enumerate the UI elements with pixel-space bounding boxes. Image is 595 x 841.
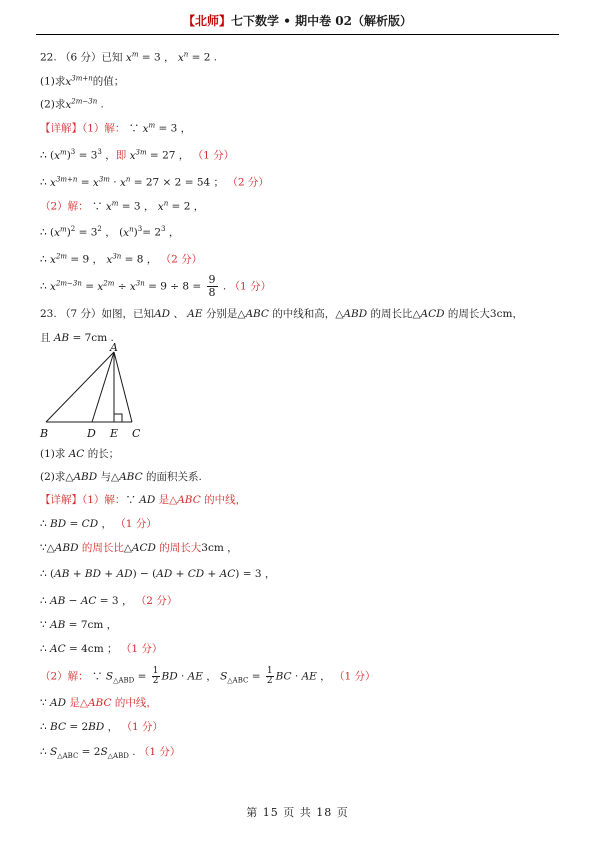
header-tag: 【北师】: [183, 14, 232, 28]
q23-step-3: ∴ (AB + BD + AD) − (AD + CD + AC) = 3 ，: [40, 568, 276, 580]
q23-step-4: ∴ AB − AC = 3 ， （2 分）: [40, 595, 178, 607]
right-angle-mark: [114, 414, 122, 422]
label-e: E: [110, 427, 119, 440]
q23-step-5: ∵ AB = 7cm ，: [40, 619, 118, 631]
q23-sub1: (1)求 AC 的长；: [40, 448, 120, 460]
q22-sub2: (2)求$x^{2m-3n}$ .: [40, 97, 104, 111]
triangle-figure: [36, 342, 156, 442]
q23-stem-1: 23. （7 分）如图，已知AD 、 AE 分别是△ABC 的中线和高，△ABD 的周长比△ACD 的周长大3cm，: [40, 308, 523, 320]
detail-tag: 【详解】: [40, 122, 82, 135]
q23-step-9: ∴ $S_{\triangle ABC} = 2S_{\triangle ABD}$ . （1 分）: [40, 746, 181, 761]
q22-step-1: ∴ $(x^m)^3 = 3^3$ ，即 $x^{3m} = 27$ ， （1 分）: [40, 148, 235, 162]
label-b: B: [40, 427, 49, 440]
median-ad: [92, 352, 114, 422]
q22-part2: （2）解： ∵ $x^m = 3$ ， $x^n = 2$ ，: [40, 199, 205, 213]
q23-stem-2: 且 AB = 7cm .: [40, 332, 114, 344]
q23-step-1: ∴ BD = CD ， （1 分）: [40, 518, 157, 530]
page-footer: 第 15 页 共 18 页: [246, 806, 349, 819]
q23-sub2: (2)求△ABD 与△ABC 的面积关系.: [40, 471, 202, 483]
header-title: 七下数学 • 期中卷 02（解析版）: [231, 14, 412, 28]
page-header: [36, 12, 559, 35]
q22-step-5: ∴ $x^{2m-3n} = x^{2m} \div x^{3n} = 9 \div 8$ = $\frac{9}{8}$ . （1 分）: [40, 273, 272, 299]
q23-detail-1: 【详解】（1）解：∵ AD 是△ABC 的中线，: [40, 494, 247, 506]
q22-step-3: ∴ $(x^m)^2 = 3^2$ ， $(x^n)^3= 2^3$ ，: [40, 225, 180, 239]
q22-sub1: (1)求$x^{3m+n}$的值；: [40, 74, 125, 88]
side-ac: [114, 352, 132, 422]
q22-step-4: ∴ $x^{2m} = 9$ ， $x^{3n} = 8$ ， （2 分）: [40, 252, 203, 266]
label-d: D: [87, 427, 96, 440]
q22-step-2: ∴ $x^{3m+n} = x^{3m} \cdot x^n = 27 \times 2 = 54$ ； （2 分）: [40, 175, 269, 189]
q23-part2: （2）解： ∵ $S_{\triangle ABD}$ = $\frac{1}{2}$ BD · AE ， $S_{\triangle ABC}$ = $\frac{1}{2}$ BC · AE ， （1 分）: [40, 666, 376, 686]
q23-step-8: ∴ BC = 2BD ， （1 分）: [40, 721, 163, 733]
q22-stem: 22. （6 分）已知 $x^m = 3$ ， $x^n = 2$ .: [40, 50, 218, 64]
label-a: A: [110, 342, 118, 354]
q22-detail-1: 【详解】（1）解： ∵ $x^m = 3$ ，: [40, 121, 192, 135]
label-c: C: [132, 427, 141, 440]
q23-step-6: ∴ AC = 4cm ； （1 分）: [40, 643, 163, 655]
q23-step-2: ∵△ABD 的周长比△ACD 的周长大3cm ，: [40, 542, 238, 554]
side-ab: [46, 352, 114, 422]
q23-step-7: ∵ AD 是△ABC 的中线，: [40, 697, 157, 709]
